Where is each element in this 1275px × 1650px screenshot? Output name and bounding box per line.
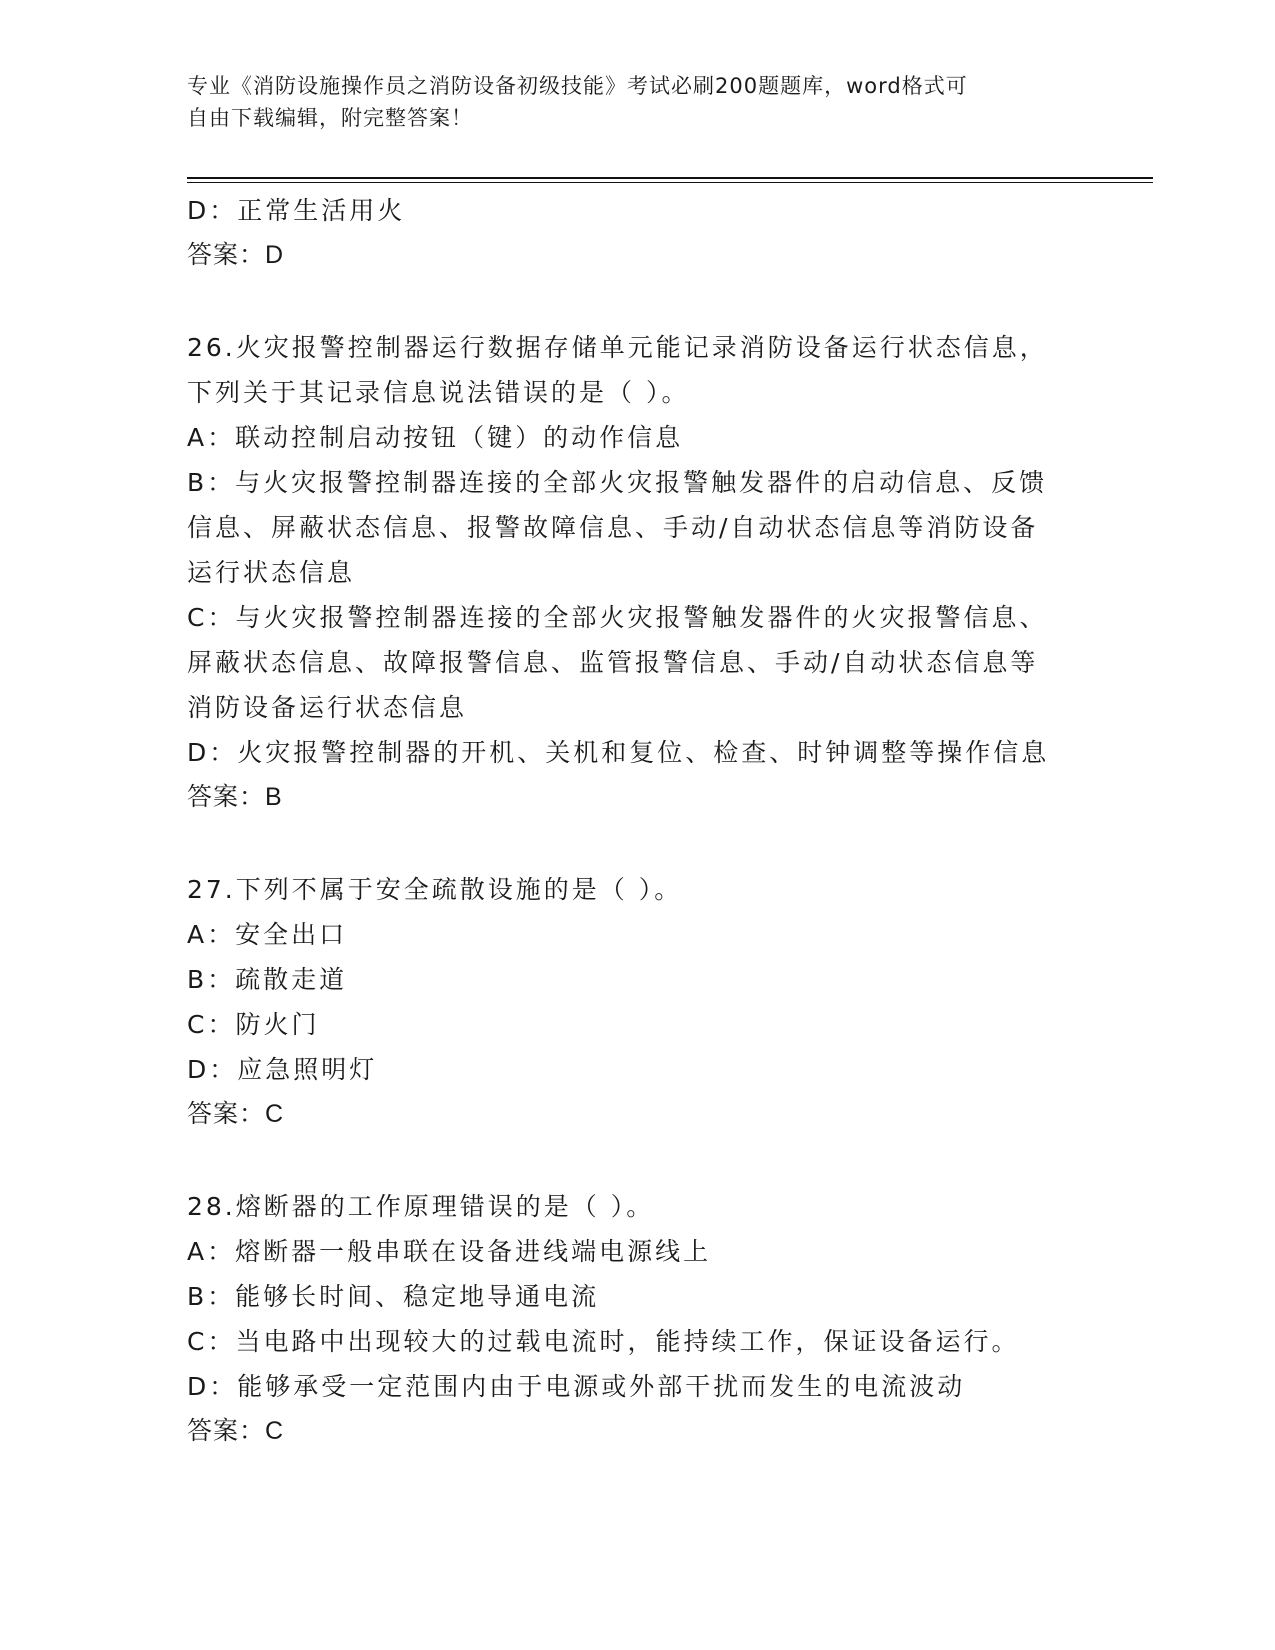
option-text: 消防设备运行状态信息 xyxy=(187,693,468,722)
answer-text: 答案：B xyxy=(187,783,283,811)
document-header xyxy=(187,70,1067,134)
option-text: A：熔断器一般串联在设备进线端电源线上 xyxy=(187,1237,712,1266)
question-text: 27.下列不属于安全疏散设施的是（ ）。 xyxy=(187,875,683,904)
header-divider xyxy=(187,177,1153,179)
question-list xyxy=(187,188,1087,1454)
answer-text: 答案：D xyxy=(187,241,285,269)
option-text: 屏蔽状态信息、故障报警信息、监管报警信息、手动/自动状态信息等 xyxy=(187,648,1039,677)
option-text: 运行状态信息 xyxy=(187,558,356,587)
option-text: D：应急照明灯 xyxy=(187,1055,378,1084)
option-text: D：正常生活用火 xyxy=(187,196,406,225)
question-block xyxy=(187,867,1087,1137)
question-text: 26.火灾报警控制器运行数据存储单元能记录消防设备运行状态信息， xyxy=(187,333,1048,362)
option-text: D：能够承受一定范围内由于电源或外部干扰而发生的电流波动 xyxy=(187,1372,966,1401)
option-text: 信息、屏蔽状态信息、报警故障信息、手动/自动状态信息等消防设备 xyxy=(187,513,1039,542)
question-text: 下列关于其记录信息说法错误的是（ ）。 xyxy=(187,378,690,407)
option-text: C：当电路中出现较大的过载电流时，能持续工作，保证设备运行。 xyxy=(187,1327,1020,1356)
answer-text: 答案：C xyxy=(187,1100,285,1128)
question-block xyxy=(187,325,1087,820)
option-text: B：疏散走道 xyxy=(187,965,348,994)
header-line: 自由下载编辑，附完整答案！ xyxy=(187,106,473,130)
option-text: A：联动控制启动按钮（键）的动作信息 xyxy=(187,423,684,452)
option-text: C：防火门 xyxy=(187,1010,320,1039)
question-block xyxy=(187,1184,1087,1454)
header-line: 专业《消防设施操作员之消防设备初级技能》考试必刷200题题库，word格式可 xyxy=(187,74,968,98)
option-text: A：安全出口 xyxy=(187,920,348,949)
header-divider-thin xyxy=(187,182,1153,183)
option-text: C：与火灾报警控制器连接的全部火灾报警触发器件的火灾报警信息、 xyxy=(187,603,1048,632)
option-text: D：火灾报警控制器的开机、关机和复位、检查、时钟调整等操作信息 xyxy=(187,738,1050,767)
answer-text: 答案：C xyxy=(187,1417,285,1445)
option-text: B：能够长时间、稳定地导通电流 xyxy=(187,1282,600,1311)
option-text: B：与火灾报警控制器连接的全部火灾报警触发器件的启动信息、反馈 xyxy=(187,468,1048,497)
question-text: 28.熔断器的工作原理错误的是（ ）。 xyxy=(187,1192,655,1221)
